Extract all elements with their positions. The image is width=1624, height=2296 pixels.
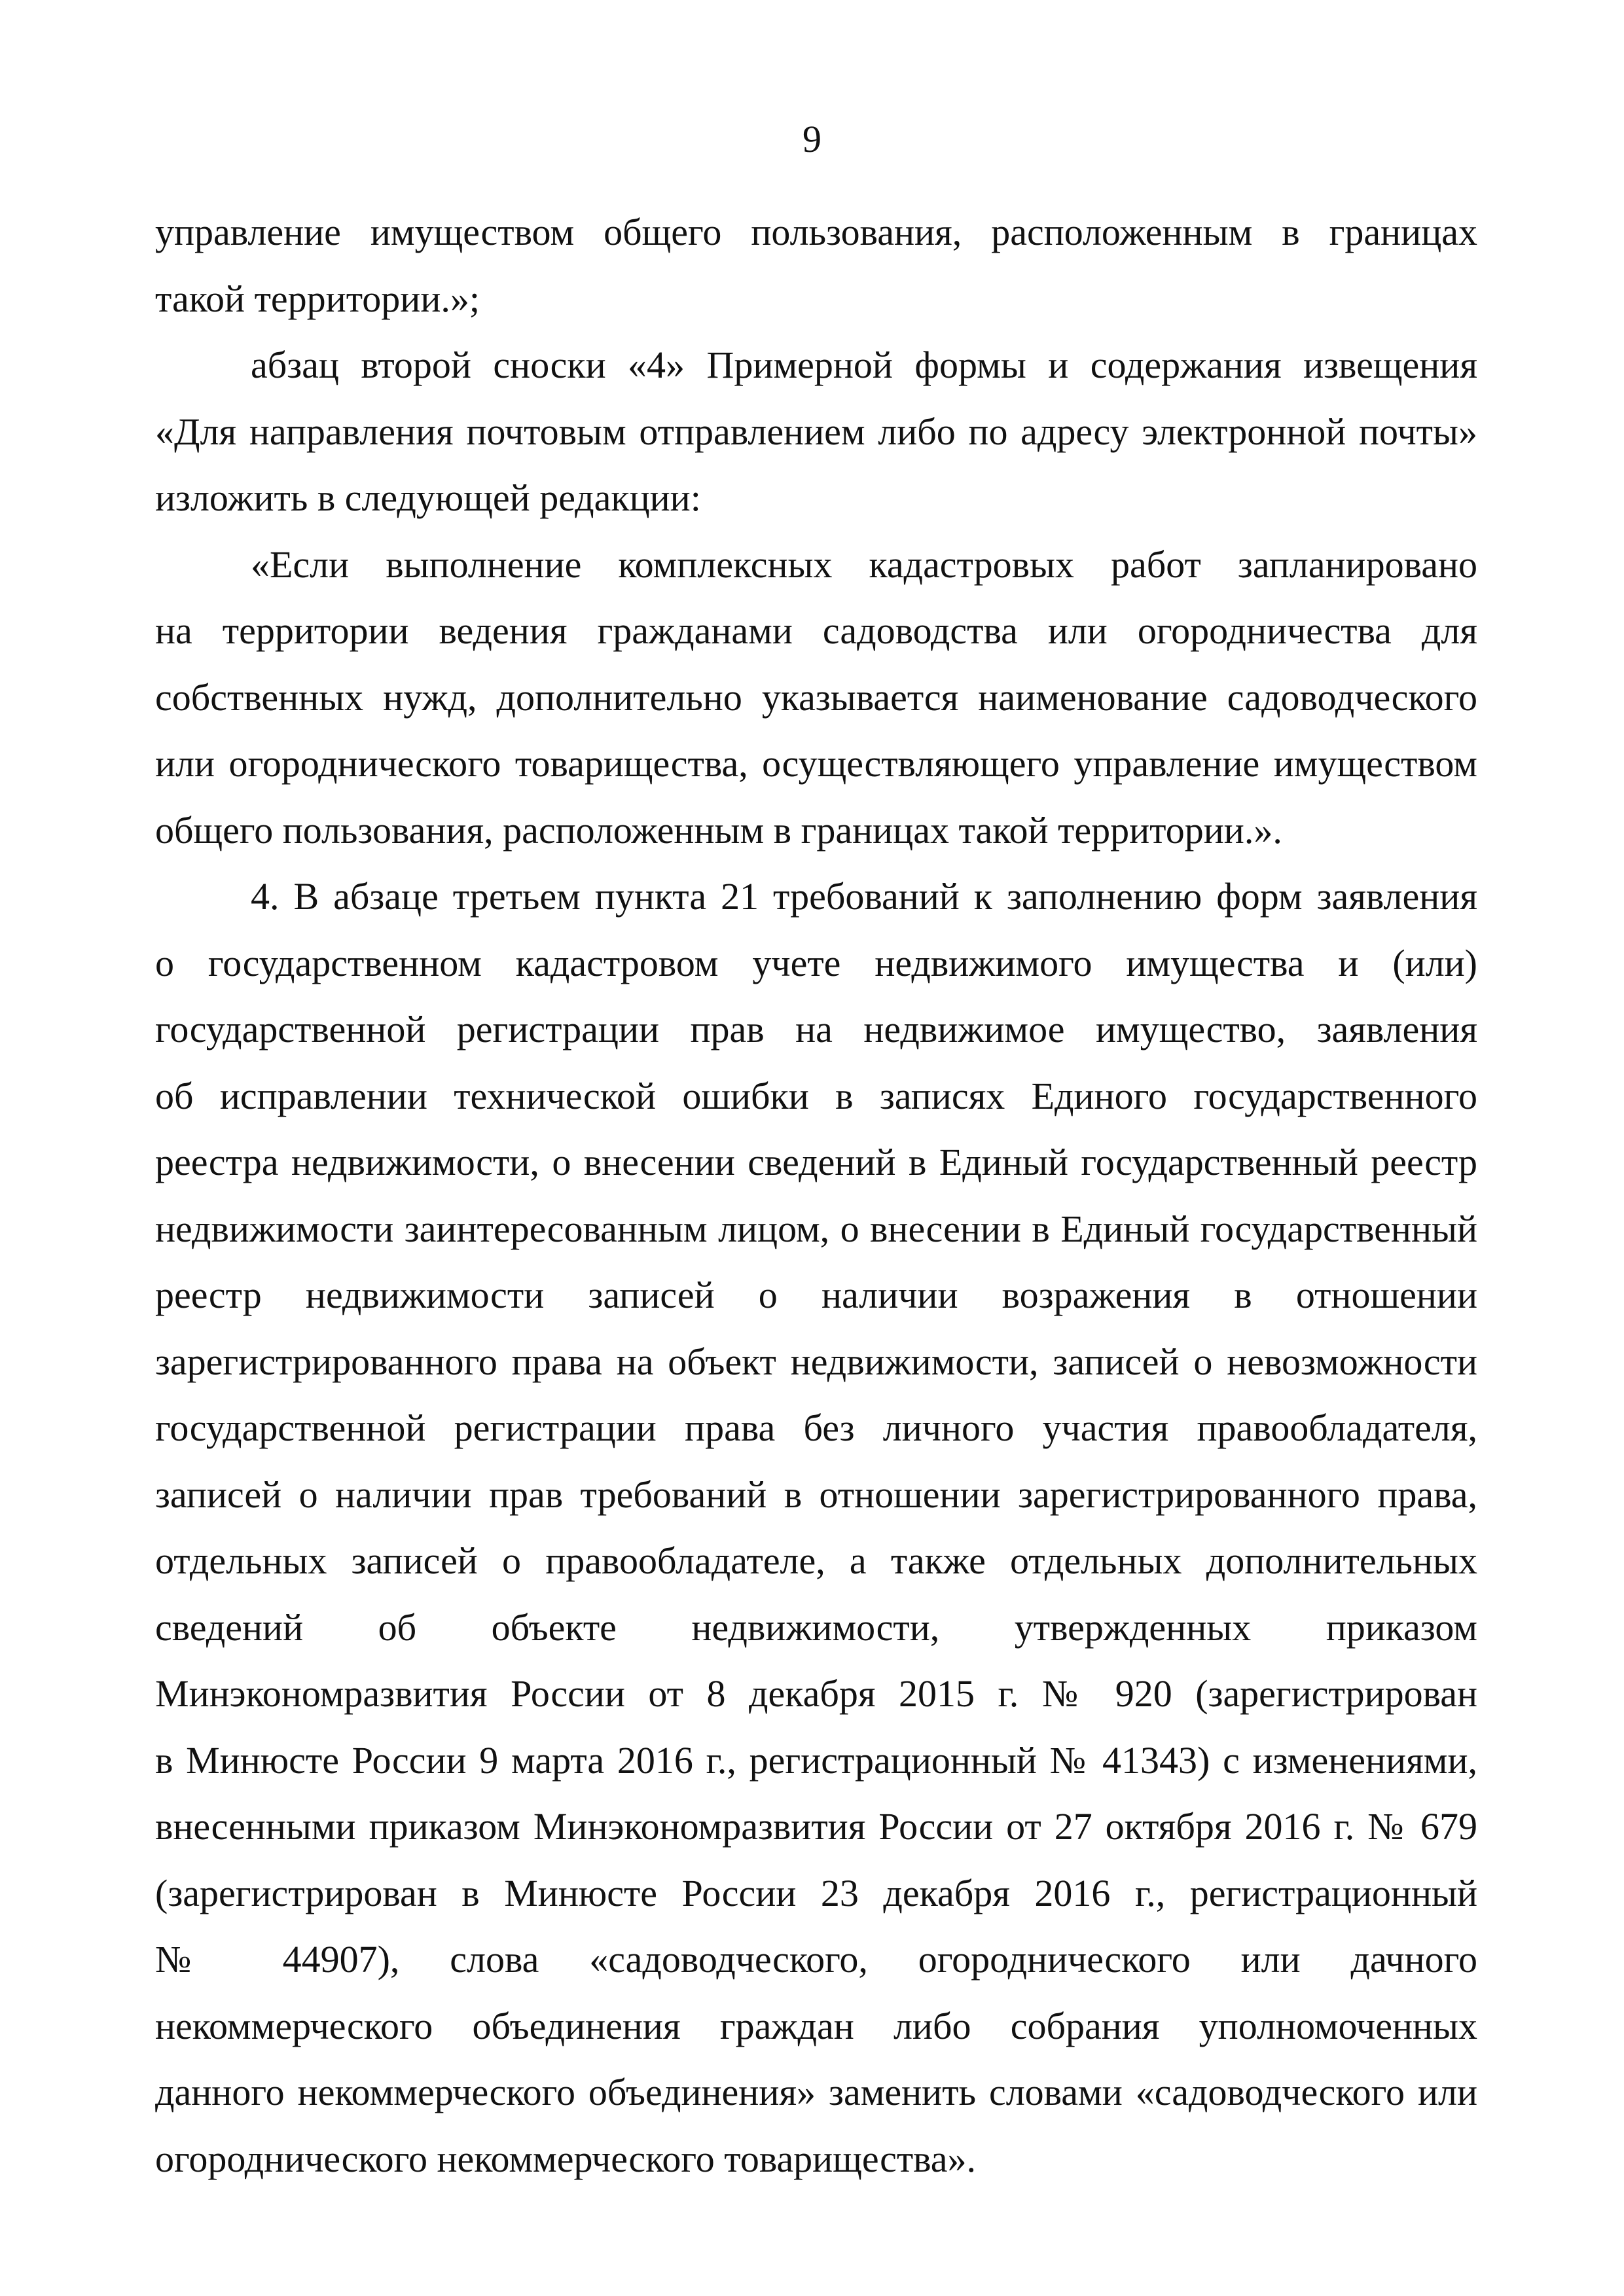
text-line: государственной регистрации прав на недвижимое имущество, заявления <box>155 1008 1477 1050</box>
page-number: 9 <box>803 118 821 160</box>
text-line: абзац второй сноски «4» Примерной формы и содержания извещения <box>251 344 1477 386</box>
paragraph-continuation <box>155 199 1477 332</box>
paragraph-footnote-amendment <box>155 332 1477 531</box>
text-line: «Для направления почтовым отправлением либо по адресу электронной почты» <box>155 410 1477 453</box>
text-line: «Если выполнение комплексных кадастровых работ запланировано <box>251 543 1477 586</box>
text-line: (зарегистрирован в Минюсте России 23 декабря 2016 г., регистрационный <box>155 1871 1477 1914</box>
text-line: реестра недвижимости, о внесении сведений в Единый государственный реестр <box>155 1141 1477 1183</box>
text-line: некоммерческого объединения граждан либо собрания уполномоченных <box>155 2004 1477 2047</box>
text-line: в Минюсте России 9 марта 2016 г., регистрационный № 41343) с изменениями, <box>155 1738 1477 1782</box>
text-line: огороднического некоммерческого товарищества». <box>155 2137 977 2180</box>
text-line: отдельных записей о правообладателе, а также отдельных дополнительных <box>155 1539 1477 1582</box>
text-line: внесенными приказом Минэкономразвития России от 27 октября 2016 г. № 679 <box>155 1805 1477 1848</box>
text-line: о государственном кадастровом учете недвижимого имущества и (или) <box>155 941 1477 984</box>
text-line: собственных нужд, дополнительно указывается наименование садоводческого <box>155 675 1477 719</box>
text-line: об исправлении технической ошибки в записях Единого государственного <box>155 1074 1477 1117</box>
text-line: такой территории.»; <box>155 277 480 320</box>
text-line: записей о наличии прав требований в отношении зарегистрированного права, <box>155 1473 1477 1516</box>
text-line: общего пользования, расположенным в границах такой территории.». <box>155 808 1282 852</box>
paragraph-item-4 <box>155 863 1477 2192</box>
text-line: данного некоммерческого объединения» заменить словами «садоводческого или <box>155 2071 1477 2113</box>
text-line: № 44907), слова «садоводческого, огороднического или дачного <box>155 1938 1477 1981</box>
text-line: управление имуществом общего пользования, расположенным в границах <box>155 211 1477 253</box>
text-line: государственной регистрации права без личного участия правообладателя, <box>155 1407 1477 1449</box>
document-body <box>155 199 1477 2192</box>
text-line: сведений об объекте недвижимости, утвержденных приказом <box>155 1605 1477 1649</box>
text-line: недвижимости заинтересованным лицом, о внесении в Единый государственный <box>155 1207 1477 1250</box>
text-line: на территории ведения гражданами садоводства или огородничества для <box>155 609 1477 652</box>
text-line: 4. В абзаце третьем пункта 21 требований к заполнению форм заявления <box>251 875 1477 918</box>
text-line: зарегистрированного права на объект недвижимости, записей о невозможности <box>155 1340 1477 1383</box>
text-line: реестр недвижимости записей о наличии возражения в отношении <box>155 1274 1477 1316</box>
paragraph-quoted-text <box>155 531 1477 864</box>
text-line: или огороднического товарищества, осуществляющего управление имуществом <box>155 742 1477 785</box>
text-line: изложить в следующей редакции: <box>155 476 701 519</box>
text-line: Минэкономразвития России от 8 декабря 2015 г. № 920 (зарегистрирован <box>155 1672 1477 1715</box>
